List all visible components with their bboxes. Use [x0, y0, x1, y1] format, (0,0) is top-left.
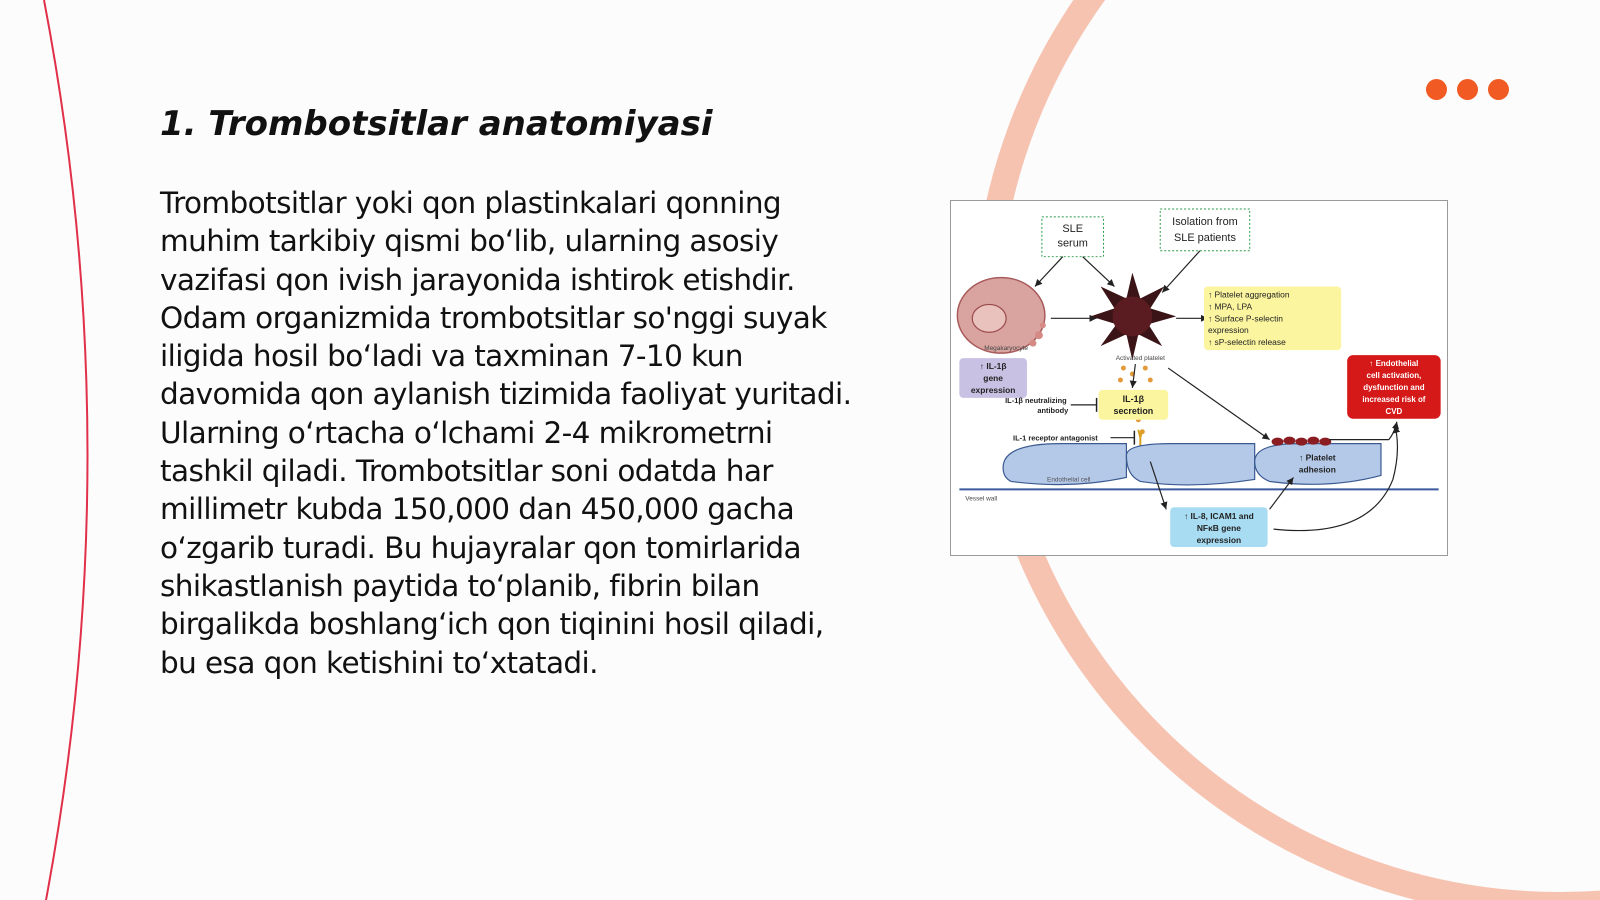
il1b-gene-line-2: gene — [983, 372, 1004, 383]
sle-serum-line-1: SLE — [1062, 222, 1084, 235]
activated-platelet-label: Activated platelet — [1115, 355, 1165, 363]
il1b-gene-line-3: expression — [970, 384, 1016, 395]
platelet-effect-1: ↑ Platelet aggregation — [1207, 289, 1290, 300]
endothelial-cell-label: Endothelial cell — [1047, 476, 1091, 484]
neutralizing-line-1: IL-1β neutralizing — [1005, 395, 1067, 405]
left-curve-line — [44, 0, 88, 900]
dot-3 — [1488, 79, 1509, 100]
endothelial-effect-2: cell activation, — [1366, 371, 1422, 380]
megakaryocyte-label: Megakaryocyte — [984, 345, 1028, 353]
diagram-svg — [951, 201, 1447, 555]
platelet-effect-4: expression — [1207, 325, 1249, 336]
platelet-effect-5: ↑ sP-selectin release — [1207, 337, 1286, 348]
neutralizing-line-2: antibody — [1037, 405, 1069, 415]
megakaryocyte-icon — [957, 278, 1045, 354]
platelet-effect-2: ↑ MPA, LPA — [1207, 301, 1253, 312]
platelet-diagram — [950, 200, 1448, 556]
activated-platelet-icon — [1091, 273, 1177, 361]
endothelial-effect-5: CVD — [1385, 406, 1403, 416]
slide-title: 1. Trombotsitlar anatomiyasi — [160, 104, 713, 144]
isolation-line-1: Isolation from — [1172, 215, 1238, 228]
adhered-platelets — [1272, 437, 1332, 446]
slide-paragraph: Trombotsitlar yoki qon plastinkalari qonning muhim tarkibiy qismi bo‘lib, ularning asosiy vazifasi qon ivish jarayonida ishtirok etishdir. Odam organizmida trombotsitlar so'nggi suyak iligida hosil bo‘ladi va taxminan 7-10 kun davomida qon aylanish tizimida faoliyat yuritadi. Ularning o‘rtacha o‘lchami 2-4 mikrometrni tashkil qiladi. Trombotsitlar soni odatda har millimetr kubda 150,000 dan 450,000 gacha o‘zgarib turadi. Bu hujayralar qon tomirlarida shikastlanish paytida to‘planib, fibrin bilan birgalikda boshlang‘ich qon tiqinini hosil qiladi, bu esa qon ketishini to‘xtatadi. — [160, 186, 852, 680]
receptor-antagonist-label: IL-1 receptor antagonist — [1013, 433, 1098, 443]
il8-line-1: ↑ IL-8, ICAM1 and — [1183, 511, 1254, 522]
platelet-adhesion-line-1: ↑ Platelet — [1299, 452, 1336, 463]
dot-1 — [1426, 79, 1447, 100]
sle-serum-line-2: serum — [1057, 237, 1088, 250]
il1b-secretion-line-1: IL-1β — [1122, 393, 1145, 404]
endothelial-effect-1: ↑ Endothelial — [1369, 359, 1419, 369]
il1b-gene-line-1: ↑ IL-1β — [979, 361, 1007, 372]
endothelial-effect-3: dysfunction and — [1363, 382, 1425, 392]
dot-2 — [1457, 79, 1478, 100]
endothelial-cell-2 — [1126, 444, 1254, 485]
il8-line-3: expression — [1196, 535, 1242, 546]
endothelial-effect-4: increased risk of — [1362, 394, 1426, 404]
vessel-wall-label: Vessel wall — [965, 495, 998, 503]
platelet-adhesion-line-2: adhesion — [1298, 464, 1336, 475]
isolation-line-2: SLE patients — [1173, 231, 1236, 244]
platelet-effect-3: ↑ Surface P-selectin — [1207, 313, 1283, 324]
il1b-secretion-line-2: secretion — [1113, 405, 1154, 416]
decorative-dots — [1426, 79, 1509, 100]
il8-line-2: NFκB gene — [1196, 523, 1241, 534]
